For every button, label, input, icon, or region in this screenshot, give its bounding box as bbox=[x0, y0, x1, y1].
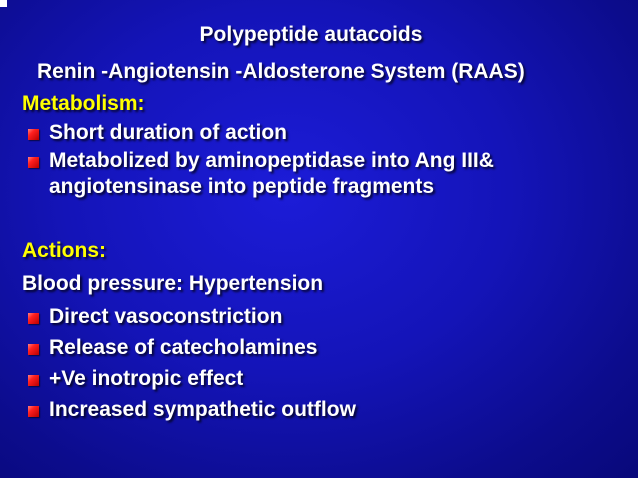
actions-intro: Blood pressure: Hypertension bbox=[22, 272, 324, 295]
metabolism-item-2-continued: angiotensinase into peptide fragments bbox=[49, 175, 435, 198]
bullet-icon bbox=[28, 344, 39, 355]
actions-item-2: Release of catecholamines bbox=[49, 336, 318, 359]
metabolism-heading: Metabolism: bbox=[22, 92, 145, 115]
slide-subtitle: Renin -Angiotensin -Aldosterone System (RAAS) bbox=[37, 60, 525, 83]
actions-heading: Actions: bbox=[22, 239, 106, 262]
metabolism-item-1: Short duration of action bbox=[49, 121, 287, 144]
actions-item-4: Increased sympathetic outflow bbox=[49, 398, 356, 421]
actions-item-3: +Ve inotropic effect bbox=[49, 367, 244, 390]
bullet-icon bbox=[28, 406, 39, 417]
bullet-icon bbox=[28, 129, 39, 140]
bullet-icon bbox=[28, 157, 39, 168]
slide-title: Polypeptide autacoids bbox=[199, 23, 423, 46]
bullet-icon bbox=[28, 375, 39, 386]
metabolism-item-2: Metabolized by aminopeptidase into Ang III& bbox=[49, 149, 494, 172]
corner-mark bbox=[0, 0, 7, 7]
bullet-icon bbox=[28, 313, 39, 324]
actions-item-1: Direct vasoconstriction bbox=[49, 305, 283, 328]
